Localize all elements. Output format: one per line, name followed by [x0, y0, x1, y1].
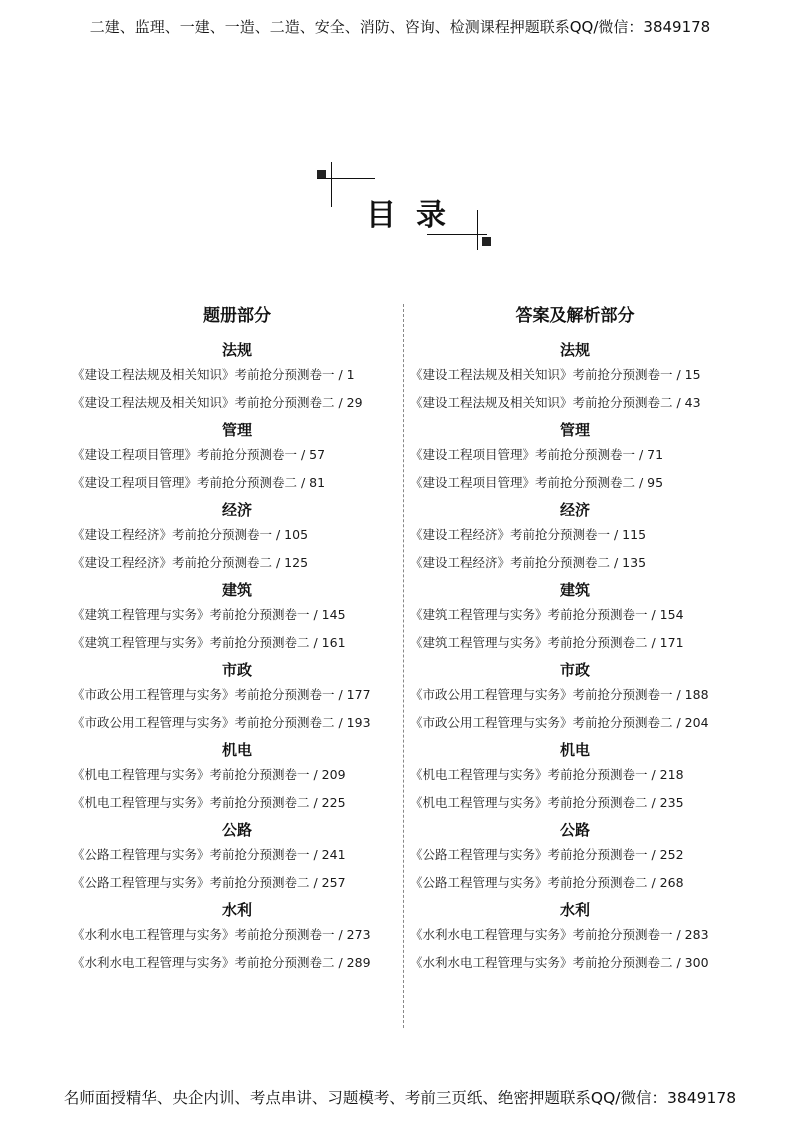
toc-entry[interactable]: 《建设工程法规及相关知识》考前抢分预测卷一 / 1 — [72, 367, 355, 382]
subject-heading: 公路 — [559, 821, 590, 839]
toc-entry[interactable]: 《市政公用工程管理与实务》考前抢分预测卷二 / 204 — [410, 715, 709, 730]
title-ornament-square-bottom — [482, 237, 491, 246]
toc-entry[interactable]: 《建筑工程管理与实务》考前抢分预测卷二 / 161 — [72, 635, 346, 650]
toc-entry[interactable]: 《水利水电工程管理与实务》考前抢分预测卷二 / 300 — [410, 955, 709, 970]
title-ornament-hline-top — [317, 178, 375, 179]
toc-entry[interactable]: 《建设工程法规及相关知识》考前抢分预测卷二 / 43 — [410, 395, 701, 410]
subject-heading: 经济 — [559, 501, 590, 519]
toc-entry[interactable]: 《水利水电工程管理与实务》考前抢分预测卷二 / 289 — [72, 955, 371, 970]
subject-heading: 法规 — [221, 341, 252, 359]
toc-entry[interactable]: 《市政公用工程管理与实务》考前抢分预测卷一 / 177 — [72, 687, 371, 702]
toc-entry[interactable]: 《机电工程管理与实务》考前抢分预测卷一 / 209 — [72, 767, 346, 782]
subject-heading: 管理 — [559, 421, 590, 439]
subject-heading: 法规 — [559, 341, 590, 359]
subject-heading: 市政 — [559, 661, 590, 679]
answers-column — [410, 304, 740, 977]
questions-sections — [72, 339, 402, 977]
toc-entry[interactable]: 《建设工程法规及相关知识》考前抢分预测卷一 / 15 — [410, 367, 701, 382]
questions-heading: 题册部分 — [203, 306, 271, 326]
toc-entry[interactable]: 《市政公用工程管理与实务》考前抢分预测卷二 / 193 — [72, 715, 371, 730]
toc-entry[interactable]: 《建筑工程管理与实务》考前抢分预测卷二 / 171 — [410, 635, 684, 650]
subject-heading: 机电 — [221, 741, 252, 759]
subject-heading: 水利 — [559, 901, 590, 919]
toc-entry[interactable]: 《公路工程管理与实务》考前抢分预测卷二 / 257 — [72, 875, 346, 890]
toc-entry[interactable]: 《公路工程管理与实务》考前抢分预测卷一 / 241 — [72, 847, 346, 862]
toc-entry[interactable]: 《机电工程管理与实务》考前抢分预测卷一 / 218 — [410, 767, 684, 782]
toc-entry[interactable]: 《建设工程经济》考前抢分预测卷二 / 125 — [72, 555, 309, 570]
answers-heading: 答案及解析部分 — [515, 306, 635, 326]
title-ornament-vline-top — [331, 162, 332, 207]
questions-column — [72, 304, 402, 977]
bottom-banner: 名师面授精华、央企内训、考点串讲、习题模考、考前三页纸、绝密押题联系QQ/微信：3849178 — [63, 1089, 737, 1107]
title-ornament-vline-bottom — [477, 210, 478, 250]
toc-entry[interactable]: 《建设工程项目管理》考前抢分预测卷二 / 81 — [72, 475, 326, 490]
toc-entry[interactable]: 《水利水电工程管理与实务》考前抢分预测卷一 / 273 — [72, 927, 371, 942]
toc-entry[interactable]: 《建筑工程管理与实务》考前抢分预测卷一 / 154 — [410, 607, 684, 622]
toc-title: 目录 — [366, 198, 466, 233]
toc-entry[interactable]: 《水利水电工程管理与实务》考前抢分预测卷一 / 283 — [410, 927, 709, 942]
toc-title-block — [300, 160, 510, 260]
toc-entry[interactable]: 《建设工程项目管理》考前抢分预测卷一 / 71 — [410, 447, 664, 462]
toc-entry[interactable]: 《公路工程管理与实务》考前抢分预测卷二 / 268 — [410, 875, 684, 890]
subject-heading: 公路 — [221, 821, 252, 839]
answers-sections — [410, 339, 740, 977]
title-ornament-hline-bottom — [427, 234, 487, 235]
subject-heading: 水利 — [221, 901, 252, 919]
toc-entry[interactable]: 《机电工程管理与实务》考前抢分预测卷二 / 235 — [410, 795, 684, 810]
toc-entry[interactable]: 《建设工程经济》考前抢分预测卷二 / 135 — [410, 555, 647, 570]
toc-entry[interactable]: 《公路工程管理与实务》考前抢分预测卷一 / 252 — [410, 847, 684, 862]
subject-heading: 建筑 — [221, 581, 252, 599]
toc-entry[interactable]: 《建筑工程管理与实务》考前抢分预测卷一 / 145 — [72, 607, 346, 622]
top-banner: 二建、监理、一建、一造、二造、安全、消防、咨询、检测课程押题联系QQ/微信：3849178 — [89, 18, 711, 36]
subject-heading: 管理 — [221, 421, 252, 439]
toc-entry[interactable]: 《建设工程经济》考前抢分预测卷一 / 105 — [72, 527, 309, 542]
subject-heading: 建筑 — [559, 581, 590, 599]
subject-heading: 市政 — [221, 661, 252, 679]
toc-entry[interactable]: 《机电工程管理与实务》考前抢分预测卷二 / 225 — [72, 795, 346, 810]
toc-entry[interactable]: 《市政公用工程管理与实务》考前抢分预测卷一 / 188 — [410, 687, 709, 702]
subject-heading: 机电 — [559, 741, 590, 759]
toc-entry[interactable]: 《建设工程法规及相关知识》考前抢分预测卷二 / 29 — [72, 395, 363, 410]
subject-heading: 经济 — [221, 501, 252, 519]
toc-entry[interactable]: 《建设工程经济》考前抢分预测卷一 / 115 — [410, 527, 647, 542]
toc-entry[interactable]: 《建设工程项目管理》考前抢分预测卷二 / 95 — [410, 475, 664, 490]
column-divider — [403, 304, 404, 1028]
toc-entry[interactable]: 《建设工程项目管理》考前抢分预测卷一 / 57 — [72, 447, 326, 462]
